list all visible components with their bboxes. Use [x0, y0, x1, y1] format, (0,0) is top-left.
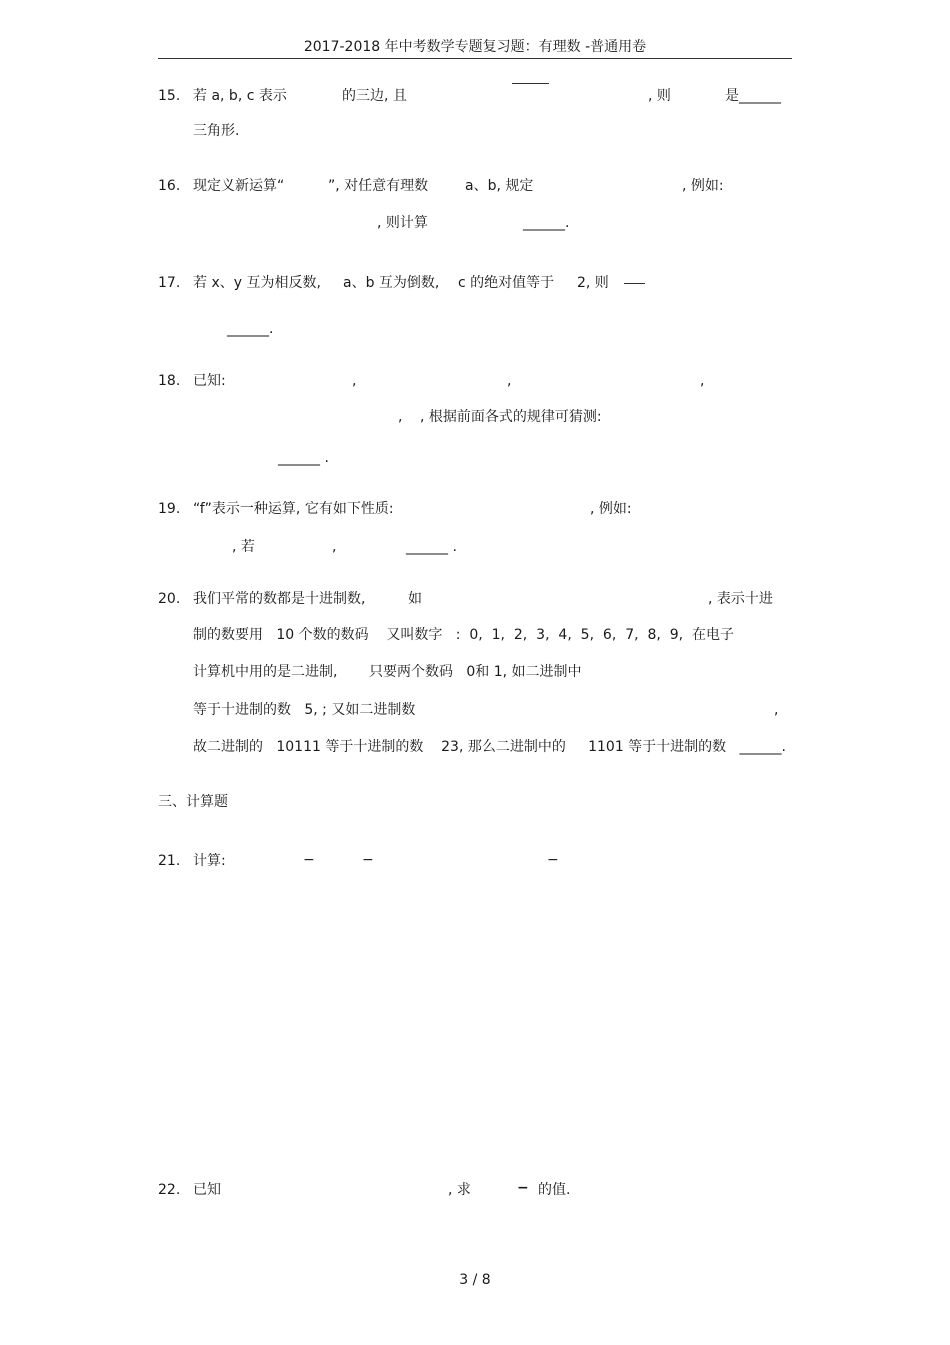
q20-line1-b: 如	[408, 591, 422, 607]
question-number: 15.	[158, 88, 181, 104]
q17-text-b: a、b 互为倒数,	[343, 275, 440, 291]
question-number: 17.	[158, 275, 181, 291]
minus-sign: −	[362, 852, 374, 868]
q16-text-b: ”, 对任意有理数	[328, 178, 429, 194]
q18-comma: ,	[352, 373, 357, 389]
q20-line3-b: 只要两个数码 0和 1, 如二进制中	[369, 664, 582, 680]
q16-text-d: , 例如:	[682, 178, 724, 194]
q16-text-a: 现定义新运算“	[193, 178, 285, 194]
q15-text-a: 若 a, b, c 表示	[193, 88, 287, 104]
q18-text-b: , 根据前面各式的规律可猜测:	[420, 409, 602, 425]
q18-comma: ,	[700, 373, 705, 389]
q17-fraction-bar	[624, 283, 645, 284]
q15-text-d: 是______	[725, 88, 781, 104]
section-heading: 三、计算题	[158, 794, 228, 810]
q17-text-d: 2, 则	[577, 275, 609, 291]
minus-sign: −	[547, 852, 559, 868]
q16-text-e: , 则计算	[377, 215, 428, 231]
q15-text-e: 三角形.	[193, 123, 240, 139]
q20-line4-a: 等于十进制的数 5, ; 又如二进制数	[193, 702, 416, 718]
q19-text-b: , 例如:	[590, 501, 632, 517]
question-number: 19.	[158, 501, 181, 517]
q22-text-c: 的值.	[538, 1182, 571, 1198]
q19-text-c: , 若	[232, 539, 255, 555]
header-rule	[158, 58, 792, 59]
q18-comma: ,	[507, 373, 512, 389]
q16-text-c: a、b, 规定	[465, 178, 534, 194]
q15-overline	[512, 83, 549, 84]
q18-comma: ,	[398, 409, 403, 425]
q17-answer-blank: ______.	[227, 321, 274, 337]
q15-text-c: , 则	[648, 88, 671, 104]
q17-text-c: c 的绝对值等于	[458, 275, 555, 291]
q20-line1-c: , 表示十进	[708, 591, 773, 607]
question-number: 22.	[158, 1182, 181, 1198]
question-number: 20.	[158, 591, 181, 607]
q18-text-a: 已知:	[193, 373, 226, 389]
q20-line5: 故二进制的 10111 等于十进制的数 23, 那么二进制中的 1101 等于十进制的数 ______.	[193, 739, 786, 755]
minus-sign: −	[303, 852, 315, 868]
q17-text-a: 若 x、y 互为相反数,	[193, 275, 321, 291]
q20-line1-a: 我们平常的数都是十进制数,	[193, 591, 366, 607]
q20-line2: 制的数要用 10 个数的数码 又叫数字 : 0, 1, 2, 3, 4, 5, 6, 7, 8, 9, 在电子	[193, 627, 734, 643]
q15-text-b: 的三边, 且	[342, 88, 407, 104]
question-number: 18.	[158, 373, 181, 389]
q20-line4-b: ,	[774, 702, 779, 718]
q19-text-a: “f”表示一种运算, 它有如下性质:	[193, 501, 394, 517]
q18-answer-blank: ______ .	[278, 450, 329, 466]
page-number: 3 / 8	[459, 1272, 491, 1288]
q16-answer-blank: ______.	[523, 215, 570, 231]
q21-text-a: 计算:	[193, 853, 226, 869]
q22-text-a: 已知	[193, 1182, 221, 1198]
minus-sign: −	[517, 1180, 529, 1196]
q19-text-d: ,	[332, 539, 337, 555]
q22-text-b: , 求	[448, 1182, 471, 1198]
q20-line3-a: 计算机中用的是二进制,	[193, 664, 338, 680]
q19-answer-blank: ______ .	[406, 539, 457, 555]
question-number: 21.	[158, 853, 181, 869]
question-number: 16.	[158, 178, 181, 194]
page-header: 2017-2018 年中考数学专题复习题：有理数 -普通用卷	[303, 39, 647, 55]
